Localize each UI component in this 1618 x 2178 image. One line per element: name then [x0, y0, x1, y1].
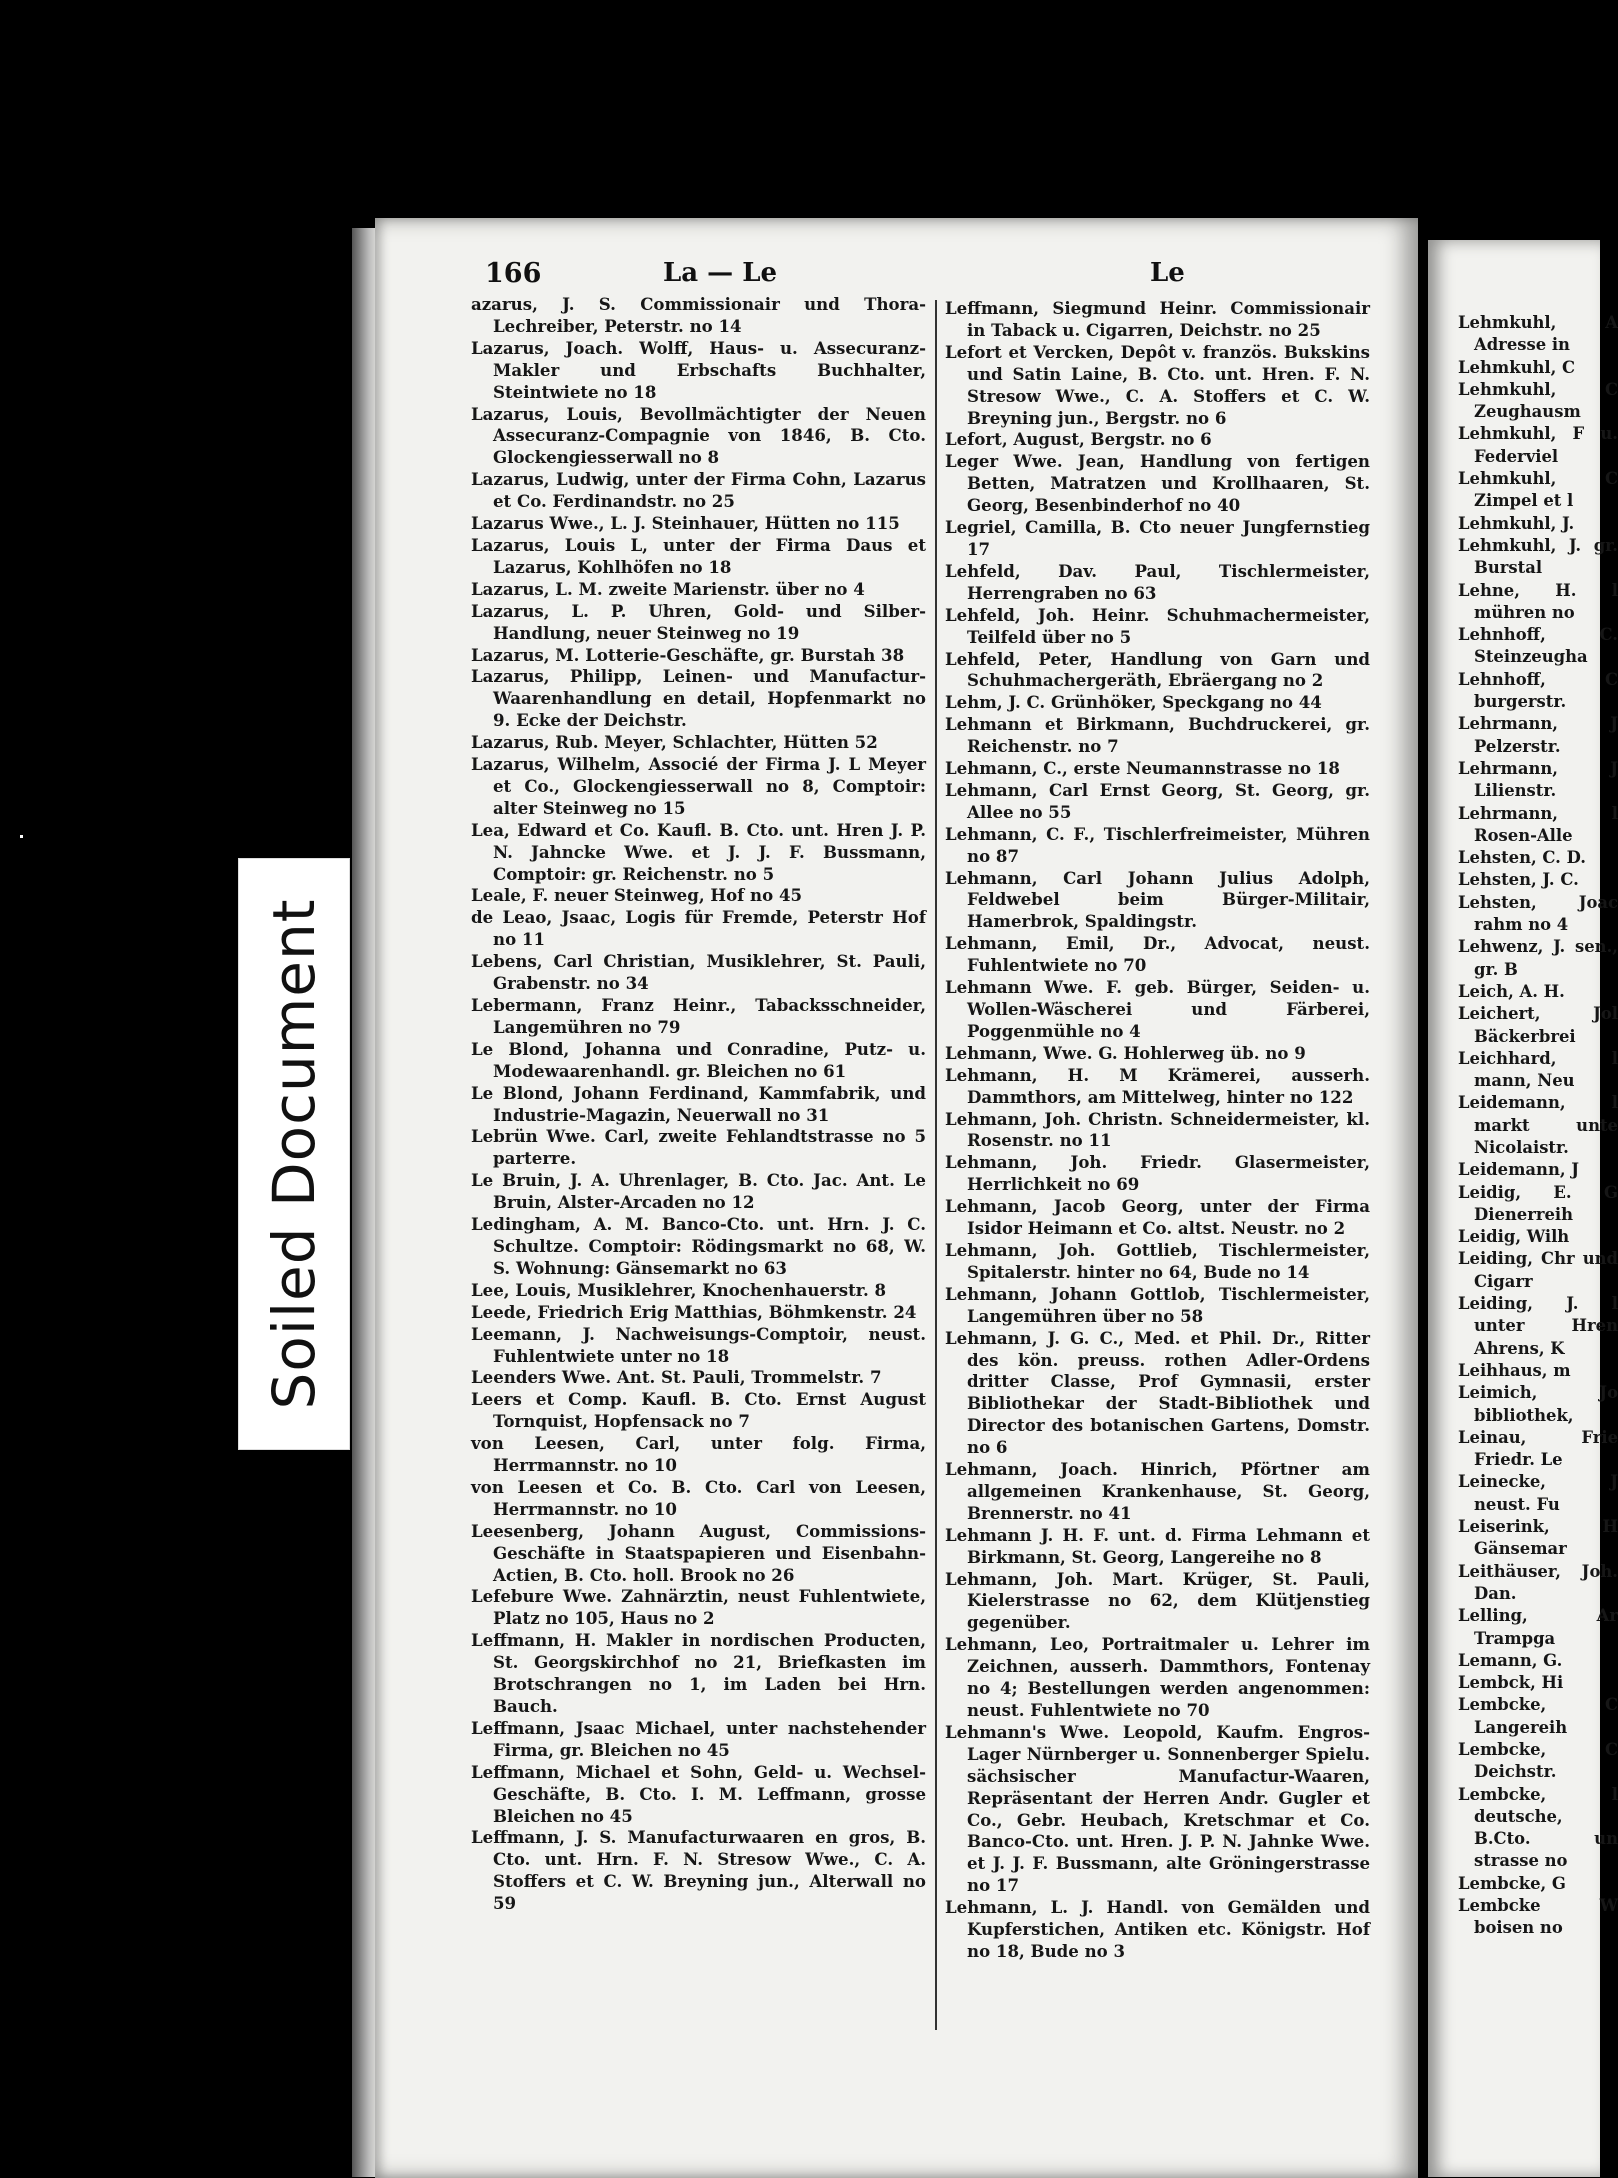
right-running-heading: Le: [1150, 258, 1185, 288]
directory-entry: Leichhard, l mann, Neu: [1458, 1048, 1618, 1091]
directory-entry: Lazarus, Louis L, unter der Firma Daus et Lazarus, Kohlhöfen no 18: [471, 534, 926, 577]
directory-entry: Lehmann, Emil, Dr., Advocat, neust. Fuhlentwiete no 70: [945, 933, 1370, 976]
directory-entry: Lehmann J. H. F. unt. d. Firma Lehmann et Birkmann, St. Georg, Langereihe no 8: [945, 1524, 1370, 1567]
directory-entry: Lazarus, L. P. Uhren, Gold- und Silber-Handlung, neuer Steinweg no 19: [471, 600, 926, 643]
directory-entry: Lembcke, C Langereih: [1458, 1695, 1618, 1737]
directory-page-left: [375, 218, 1418, 2178]
directory-entry: Ledingham, A. M. Banco-Cto. unt. Hrn. J. C. Schultze. Comptoir: Rödingsmarkt no 68, W. S. Wohnung: Gänsemarkt no 63: [471, 1214, 926, 1278]
directory-entry: Lehne, H. l mühren no: [1458, 580, 1618, 622]
directory-entry: Lehrmann, J Lilienstr.: [1458, 758, 1618, 801]
directory-entry: Lehmkuhl, J.: [1458, 513, 1575, 533]
directory-entry: Lelling, Ar Trampga: [1458, 1606, 1618, 1648]
directory-entry: Lehmann, C. F., Tischlerfreimeister, Mühren no 87: [945, 823, 1370, 866]
directory-entry: Leidemann, J: [1458, 1160, 1580, 1180]
directory-entry: Lehsten, J. C.: [1458, 870, 1579, 890]
directory-entry: Lehmann, Jacob Georg, unter der Firma Isidor Heimann et Co. altst. Neustr. no 2: [945, 1196, 1370, 1239]
directory-entry: Lehfeld, Peter, Handlung von Garn und Schuhmachergeräth, Ebräergang no 2: [945, 648, 1370, 691]
edge-mark: [20, 835, 23, 838]
directory-entry: Lazarus, Ludwig, unter der Firma Cohn, Lazarus et Co. Ferdinandstr. no 25: [471, 469, 926, 512]
directory-entry: Leich, A. H.: [1458, 981, 1565, 1001]
directory-entry: Lefort et Vercken, Depôt v. französ. Bukskins und Satin Laine, B. Cto. unt. Hren. F. N. Stresow Wwe., C. A. Stoffers et C. W. Breyning jun., Bergstr. no 6: [945, 341, 1370, 428]
directory-entry: Lembck, Hi: [1458, 1673, 1564, 1693]
directory-entry: Lehmann, Joh. Christn. Schneidermeister, kl. Rosenstr. no 11: [945, 1108, 1370, 1151]
directory-entry: Leffmann, Michael et Sohn, Geld- u. Wechsel-Geschäfte, B. Cto. I. M. Leffmann, grosse Bleichen no 45: [471, 1761, 926, 1826]
directory-entry: Lehmann's Wwe. Leopold, Kaufm. Engros-Lager Nürnberger u. Sonnenberger Spielu. sächsischer Manufactur-Waaren, Repräsentant der Herren Andr. Gugler et Co., Gebr. Heubach, Kretschmar et Co. Banco-Cto. unt. Hren. J. P. N. Jahnke Wwe. et J. J. F. Bussmann, alte Gröningerstrasse no 17: [945, 1721, 1370, 1896]
directory-entry: Lehmann, Johann Gottlob, Tischlermeister, Langemühren über no 58: [945, 1283, 1370, 1326]
directory-entry: Lehsten, C. D.: [1458, 848, 1586, 868]
directory-entry: Lehmann, Joh. Gottlieb, Tischlermeister, Spitalerstr. hinter no 64, Bude no 14: [945, 1239, 1370, 1282]
directory-page-next: [1428, 240, 1618, 2177]
label-text: Soiled Document: [260, 898, 328, 1410]
directory-entry: Lehmann, H. M Krämerei, ausserh. Dammthors, am Mittelweg, hinter no 122: [945, 1064, 1370, 1107]
left-running-heading: La — Le: [663, 258, 778, 288]
directory-entry: von Leesen et Co. B. Cto. Carl von Leesen, Herrmannstr. no 10: [471, 1476, 926, 1519]
directory-entry: Leiding, Chr und Cigarr: [1458, 1249, 1618, 1291]
directory-entry: Lazarus, M. Lotterie-Geschäfte, gr. Burstah 38: [471, 644, 905, 665]
directory-entry: Lehmann, Carl Ernst Georg, St. Georg, gr. Allee no 55: [945, 779, 1370, 822]
directory-entry: Leithäuser, Joh. Dan.: [1458, 1561, 1618, 1603]
page-header: [375, 258, 1418, 294]
directory-entry: Lee, Louis, Musiklehrer, Knochenhauerstr. 8: [471, 1279, 887, 1300]
directory-entry: Lehmann, Leo, Portraitmaler u. Lehrer im Zeichnen, ausserh. Dammthors, Fontenay no 4; Bestellungen werden angenommen: neust. Fuhlentwiete no 70: [945, 1634, 1370, 1720]
directory-entry: Leffmann, H. Makler in nordischen Producten, St. Georgskirchhof no 21, Briefkasten im Brotschrangen no 1, im Laden bei Hrn. Bauch.: [471, 1630, 926, 1716]
directory-entry: Lehmkuhl, C Zimpel et l: [1458, 469, 1618, 511]
directory-entry: Lembcke, l deutsche, B.Cto. un strasse no: [1458, 1784, 1618, 1871]
directory-entry: Lehmkuhl, C Zeughausm: [1458, 379, 1618, 422]
directory-entry: Lehmann, Wwe. G. Hohlerweg üb. no 9: [945, 1042, 1306, 1063]
directory-entry: Leinecke, J neust. Fu: [1458, 1472, 1618, 1514]
directory-entry: Lazarus Wwe., L. J. Steinhauer, Hütten no 115: [471, 513, 900, 534]
directory-entry: Lehfeld, Joh. Heinr. Schuhmachermeister, Teilfeld über no 5: [945, 604, 1370, 647]
directory-entry: azarus, J. S. Commissionair und Thora-Lechreiber, Peterstr. no 14: [471, 294, 926, 336]
directory-entry: Le Blond, Johann Ferdinand, Kammfabrik, und Industrie-Magazin, Neuerwall no 31: [471, 1082, 926, 1125]
column-divider: [935, 300, 937, 2030]
directory-entry: Lehmkuhl, A Adresse in: [1458, 313, 1618, 355]
directory-entry: Lazarus, Joach. Wolff, Haus- u. Assecuranz-Makler und Erbschafts Buchhalter, Steintwiete no 18: [471, 337, 926, 402]
directory-entry: Lehmkuhl, C: [1458, 357, 1576, 377]
directory-entry: Lazarus, Wilhelm, Associé der Firma J. L Meyer et Co., Glockengiesserwall no 8, Comptoir: alter Steinweg no 15: [471, 754, 926, 818]
directory-entry: Leiding, J. l unter Hren Ahrens, K: [1458, 1294, 1618, 1358]
directory-entry: Lazarus, L. M. zweite Marienstr. über no 4: [471, 578, 865, 599]
directory-entry: Le Bruin, J. A. Uhrenlager, B. Cto. Jac. Ant. Le Bruin, Alster-Arcaden no 12: [471, 1170, 926, 1213]
directory-entry: Lebermann, Franz Heinr., Tabacksschneider, Langemühren no 79: [471, 995, 926, 1037]
directory-entry: Lehmann et Birkmann, Buchdruckerei, gr. Reichenstr. no 7: [945, 714, 1370, 757]
left-column: [471, 294, 926, 1915]
right-column: [945, 298, 1370, 1963]
directory-entry: Lehfeld, Dav. Paul, Tischlermeister, Herrengraben no 63: [945, 560, 1370, 603]
directory-entry: Lefort, August, Bergstr. no 6: [945, 429, 1212, 450]
directory-entry: Lehrmann, J Pelzerstr.: [1458, 714, 1618, 756]
directory-entry: Leffmann, J. S. Manufacturwaaren en gros, B. Cto. unt. Hrn. F. N. Stresow Wwe., C. A. Stoffers et C. W. Breyning jun., Alterwall no 59: [471, 1827, 926, 1914]
directory-entry: Lehsten, Joac rahm no 4: [1458, 892, 1618, 935]
directory-entry: Leenders Wwe. Ant. St. Pauli, Trommelstr. 7: [471, 1367, 882, 1388]
directory-entry: Leidig, E. G Dienerreih: [1458, 1182, 1618, 1224]
directory-entry: Lazarus, Louis, Bevollmächtigter der Neuen Assecuranz-Compagnie von 1846, B. Cto. Glockengiesserwall no 8: [471, 403, 926, 468]
directory-entry: Leesenberg, Johann August, Commissions-Geschäfte in Staatspapieren und Eisenbahn-Actien, B. Cto. holl. Brook no 26: [471, 1520, 926, 1585]
directory-entry: Lehm, J. C. Grünhöker, Speckgang no 44: [945, 692, 1322, 713]
directory-entry: Leffmann, Siegmund Heinr. Commissionair in Taback u. Cigarren, Deichstr. no 25: [945, 298, 1370, 340]
directory-entry: Lehmkuhl, F u. Federviel: [1458, 424, 1618, 466]
directory-entry: Leidig, Wilh: [1458, 1227, 1570, 1247]
directory-entry: Lea, Edward et Co. Kaufl. B. Cto. unt. Hren J. P. N. Jahncke Wwe. et J. J. F. Bussmann, Comptoir: gr. Reichenstr. no 5: [471, 819, 926, 884]
directory-entry: Leale, F. neuer Steinweg, Hof no 45: [471, 885, 803, 906]
directory-entry: Lehmann, Joh. Friedr. Glasermeister, Herrlichkeit no 69: [945, 1152, 1370, 1195]
directory-entry: Leidemann, l markt unte Nicolaistr.: [1458, 1093, 1618, 1157]
directory-entry: Lehmann, Carl Johann Julius Adolph, Feldwebel beim Bürger-Militair, Hamerbrok, Spaldingstr.: [945, 867, 1370, 932]
directory-entry: Lehmann, J. G. C., Med. et Phil. Dr., Ritter des kön. preuss. rothen Adler-Ordens dritter Classe, Prof Gymnasii, erster Bibliothekar der Stadt-Bibliothek und Director des botanischen Gartens, Domstr. no 6: [945, 1327, 1370, 1458]
directory-entry: von Leesen, Carl, unter folg. Firma, Herrmannstr. no 10: [471, 1433, 926, 1476]
directory-entry: Lemann, G.: [1458, 1650, 1563, 1670]
directory-entry: Lehmann, Joh. Mart. Krüger, St. Pauli, Kielerstrasse no 62, dem Klütjenstieg gegenüber.: [945, 1568, 1370, 1633]
directory-entry: Lehwenz, J. sen., gr. B: [1458, 937, 1618, 979]
directory-entry: Lazarus, Rub. Meyer, Schlachter, Hütten 52: [471, 732, 878, 753]
directory-entry: Lazarus, Philipp, Leinen- und Manufactur-Waarenhandlung en detail, Hopfenmarkt no 9. Ecke der Deichstr.: [471, 666, 926, 731]
directory-entry: Lehmkuhl, J. gr. Burstal: [1458, 535, 1618, 578]
directory-entry: Lembcke, G: [1458, 1873, 1566, 1893]
directory-entry: Lehmann, C., erste Neumannstrasse no 18: [945, 758, 1340, 779]
soiled-document-label: [238, 858, 350, 1450]
directory-entry: Leemann, J. Nachweisungs-Comptoir, neust. Fuhlentwiete unter no 18: [471, 1323, 926, 1366]
directory-entry: Leichert, Jol Bäckerbrei: [1458, 1004, 1618, 1046]
directory-entry: Lebens, Carl Christian, Musiklehrer, St. Pauli, Grabenstr. no 34: [471, 951, 926, 994]
directory-entry: Leger Wwe. Jean, Handlung von fertigen Betten, Matratzen und Krollhaaren, St. Georg, Besenbinderhof no 40: [945, 451, 1370, 516]
next-page-column: [1458, 312, 1618, 1940]
directory-entry: Lembcke W boisen no: [1458, 1896, 1618, 1938]
directory-entry: Lehrmann, l Rosen-Alle: [1458, 803, 1618, 845]
directory-entry: Legriel, Camilla, B. Cto neuer Jungfernstieg 17: [945, 517, 1370, 559]
directory-entry: Leihhaus, m: [1458, 1360, 1571, 1380]
directory-entry: Leimich, Jo bibliothek,: [1458, 1383, 1618, 1425]
directory-entry: Lehmann, Joach. Hinrich, Pförtner am allgemeinen Krankenhause, St. Georg, Brennerstr. no 41: [945, 1459, 1370, 1523]
directory-entry: Lehmann, L. J. Handl. von Gemälden und Kupferstichen, Antiken etc. Königstr. Hof no 18, Bude no 3: [945, 1897, 1370, 1961]
directory-entry: de Leao, Jsaac, Logis für Fremde, Peterstr Hof no 11: [471, 907, 926, 950]
directory-entry: Le Blond, Johanna und Conradine, Putz- u. Modewaarenhandl. gr. Bleichen no 61: [471, 1038, 926, 1081]
directory-entry: Lebrün Wwe. Carl, zweite Fehlandtstrasse no 5 parterre.: [471, 1126, 926, 1169]
directory-entry: Leiserink, H Gänsemar: [1458, 1517, 1618, 1559]
directory-entry: Lehmann Wwe. F. geb. Bürger, Seiden- u. Wollen-Wäscherei und Färberei, Poggenmühle no 4: [945, 977, 1370, 1041]
directory-entry: Leffmann, Jsaac Michael, unter nachstehender Firma, gr. Bleichen no 45: [471, 1717, 926, 1760]
directory-entry: Leers et Comp. Kaufl. B. Cto. Ernst August Tornquist, Hopfensack no 7: [471, 1389, 926, 1432]
directory-entry: Lembcke, C Deichstr.: [1458, 1740, 1618, 1782]
directory-entry: Lehnhoff, C. Steinzeugha: [1458, 625, 1618, 667]
page-number: 166: [485, 258, 542, 289]
directory-entry: Leede, Friedrich Erig Matthias, Böhmkenstr. 24: [471, 1301, 917, 1322]
directory-entry: Lehnhoff, C burgerstr.: [1458, 669, 1618, 712]
directory-entry: Lefebure Wwe. Zahnärztin, neust Fuhlentwiete, Platz no 105, Haus no 2: [471, 1586, 926, 1629]
directory-entry: Leinau, Frie Friedr. Le: [1458, 1427, 1618, 1470]
